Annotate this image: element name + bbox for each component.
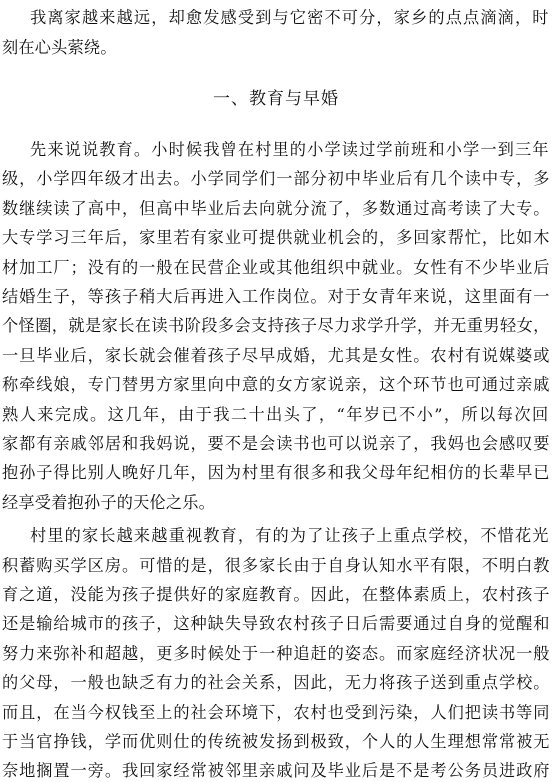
paragraph1-line-2: 级，小学四年级才出去。小学同学们一部分初中毕业后有几个读中专，多 [2,169,550,189]
paragraph1-line-7: 个怪圈，就是家长在读书阶段多会支持孩子尽力求学升学，并无重男轻女， [2,316,550,336]
paragraph2-line-8: 于当官挣钱，学而优则仕的传统被发扬到极致，个人的人生理想常常被无 [2,732,550,751]
paragraph2-line-4: 还是输给城市的孩子，这种缺失导致农村孩子日后需要通过自身的觉醒和 [2,614,550,634]
paragraph1-line-4: 大专学习三年后，家里若有家业可提供就业机会的，多回家帮忙，比如木 [2,228,550,248]
paragraph1-line-3: 数继续读了高中，但高中毕业后去向就分流了，多数通过高考读了大专。 [2,198,550,218]
paragraph1-line-5: 材加工厂；没有的一般在民营企业或其他组织中就业。女性有不少毕业后 [2,257,550,277]
paragraph2-line-2: 积蓄购买学区房。可惜的是，很多家长由于自身认知水平有限，不明白教 [2,555,550,575]
intro-line-2: 刻在心头萦绕。 [2,38,117,57]
paragraph2-line-1: 村里的家长越来越重视教育，有的为了让孩子上重点学校，不惜花光 [30,526,550,546]
paragraph1-line-11: 家都有亲戚邻居和我妈说，要不是会读书也可以说亲了，我妈也会感叹要 [2,434,550,453]
paragraph1-line-10: 熟人来完成。这几年，由于我二十出头了，“年岁已不小”，所以每次回 [2,404,550,424]
paragraph1-line-6: 结婚生子，等孩子稍大后再进入工作岗位。对于女青年来说，这里面有一 [2,287,550,306]
paragraph2-line-7: 而且，在当今权钱至上的社会环境下，农村也受到污染，人们把读书等同 [2,702,550,722]
paragraph2-line-5: 努力来弥补和超越，更多时候处于一种追赶的姿态。而家庭经济状况一般 [2,643,550,663]
section-title: 一、教育与早婚 [213,89,339,109]
paragraph2-line-3: 育之道，没能为孩子提供好的家庭教育。因此，在整体素质上，农村孩子 [2,585,550,604]
paragraph1-line-8: 一旦毕业后，家长就会催着孩子尽早成婚，尤其是女性。农村有说媒婆或 [2,345,550,365]
paragraph1-line-12: 抱孙子得比别人晚好几年，因为村里有很多和我父母年纪相仿的长辈早已 [2,463,550,483]
paragraph1-line-9: 称牵线娘，专门替男方家里向中意的女方家说亲，这个环节也可通过亲戚 [2,375,550,395]
paragraph1-line-13: 经享受着抱孙子的天伦之乐。 [2,492,216,512]
intro-line-1: 我离家越来越远，却愈发感受到与它密不可分，家乡的点点滴滴，时 [30,8,550,27]
paragraph2-line-6: 的父母，一般也缺乏有力的社会关系，因此，无力将孩子送到重点学校。 [2,673,550,693]
paragraph1-line-1: 先来说说教育。小时候我曾在村里的小学读过学前班和小学一到三年 [30,140,550,159]
paragraph2-line-9: 奈地搁置一旁。我回家经常被邻里亲戚问及毕业后是不是考公务员进政府 [2,761,550,781]
